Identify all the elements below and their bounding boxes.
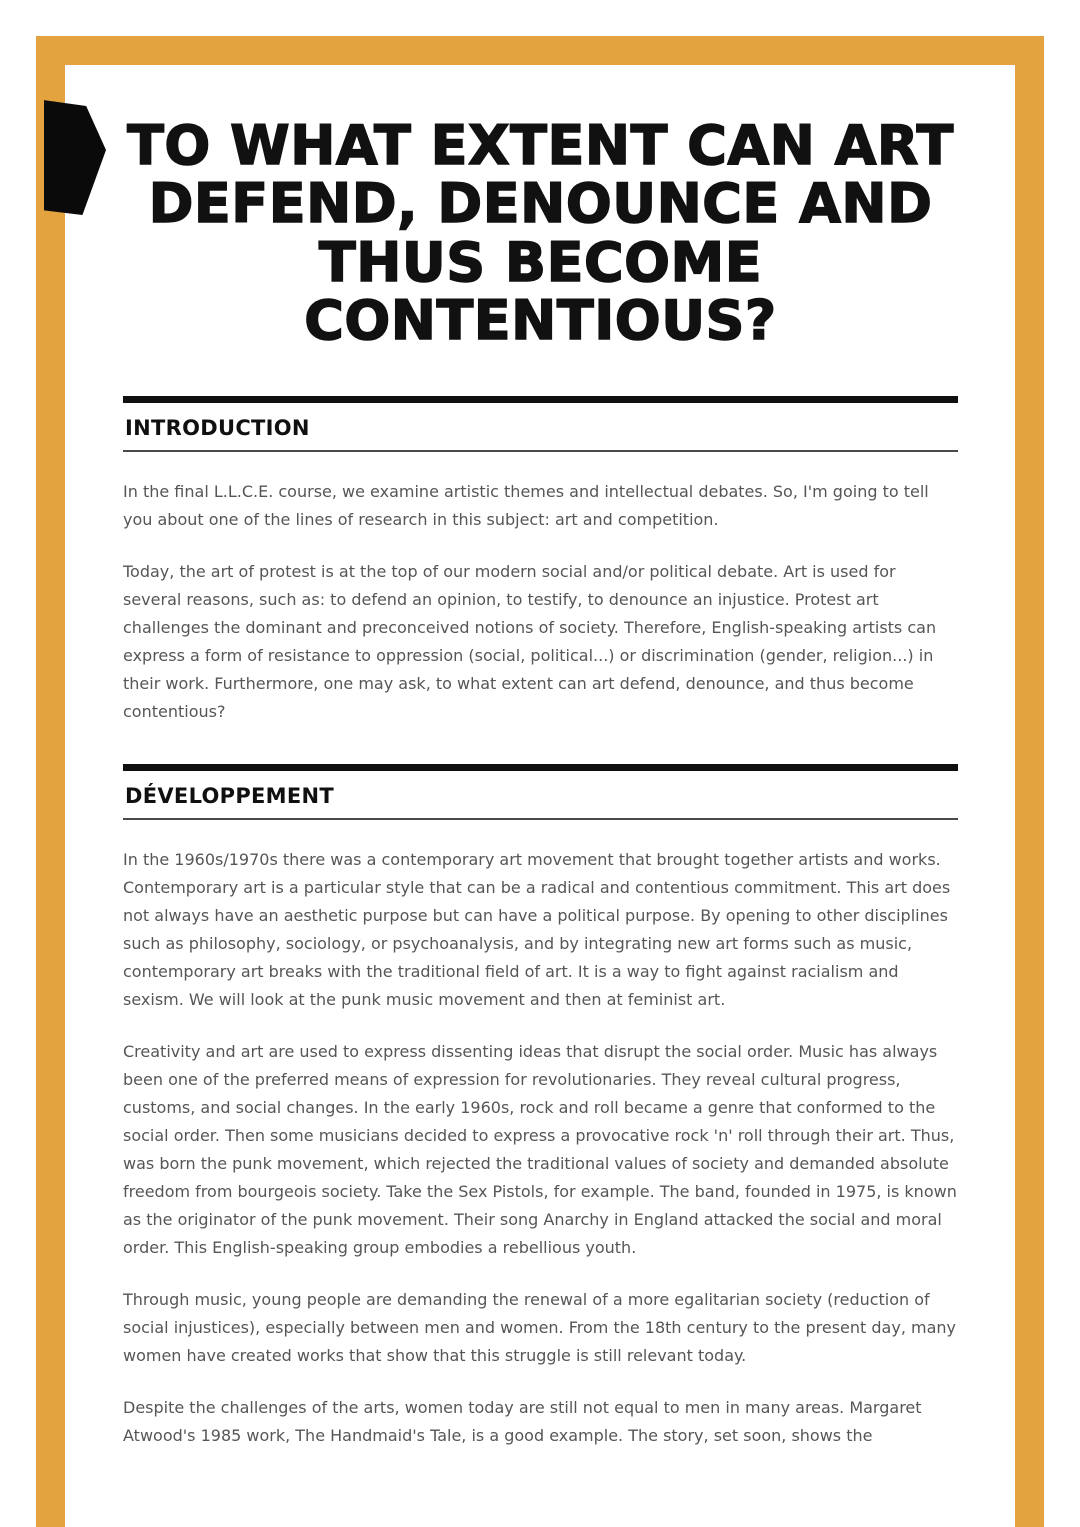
section-heading-bar (123, 764, 958, 820)
paragraph: In the final L.L.C.E. course, we examine artistic themes and intellectual debates. So, I'm going to tell you about one of the lines of research in this subject: art and competition. (123, 482, 929, 530)
paragraph: Through music, young people are demanding the renewal of a more egalitarian society (reduction of social injustices), especially between men and women. From the 18th century to the present day, many women have created works that show that this struggle is still relevant today. (123, 1290, 956, 1366)
paragraph: In the 1960s/1970s there was a contemporary art movement that brought together artists and works. Contemporary art is a particular style that can be a radical and contentious commitment. This art does not always have an aesthetic purpose but can have a political purpose. By opening to other disciplines such as philosophy, sociology, or psychoanalysis, and by integrating new art forms such as music, contemporary art breaks with the traditional field of art. It is a way to fight against racialism and sexism. We will look at the punk music movement and then at feminist art. (123, 850, 951, 1010)
page-title: TO WHAT EXTENT CAN ART DEFEND, DENOUNCE AND THUS BECOME CONTENTIOUS? (127, 114, 954, 352)
document-content (65, 65, 1015, 1474)
section-developpement (123, 764, 958, 1450)
paragraph: Today, the art of protest is at the top of our modern social and/or political debate. Art is used for several reasons, such as: to defend an opinion, to testify, to denounce an injustice. Protest art challenges the dominant and preconceived notions of society. Therefore, English-speaking artists can express a form of resistance to oppression (social, political...) or discrimination (gender, religion...) in their work. Furthermore, one may ask, to what extent can art defend, denounce, and thus become contentious? (123, 562, 937, 722)
section-heading: INTRODUCTION (123, 403, 958, 452)
paragraph: Despite the challenges of the arts, women today are still not equal to men in many areas. Margaret Atwood's 1985 work, The Handmaid's Tale, is a good example. The story, set soon, shows the (123, 1398, 922, 1446)
section-introduction (123, 396, 958, 726)
section-heading-bar (123, 396, 958, 452)
section-heading: DÉVELOPPEMENT (123, 771, 958, 820)
paragraph: Creativity and art are used to express dissenting ideas that disrupt the social order. Music has always been one of the preferred means of expression for revolutionaries. They reveal cultural progress, customs, and social changes. In the early 1960s, rock and roll became a genre that conformed to the social order. Then some musicians decided to express a provocative rock 'n' roll through their art. Thus, was born the punk movement, which rejected the traditional values of society and demanded absolute freedom from bourgeois society. Take the Sex Pistols, for example. The band, founded in 1975, is known as the originator of the punk movement. Their song Anarchy in England attacked the social and moral order. This English-speaking group embodies a rebellious youth. (123, 1042, 957, 1258)
